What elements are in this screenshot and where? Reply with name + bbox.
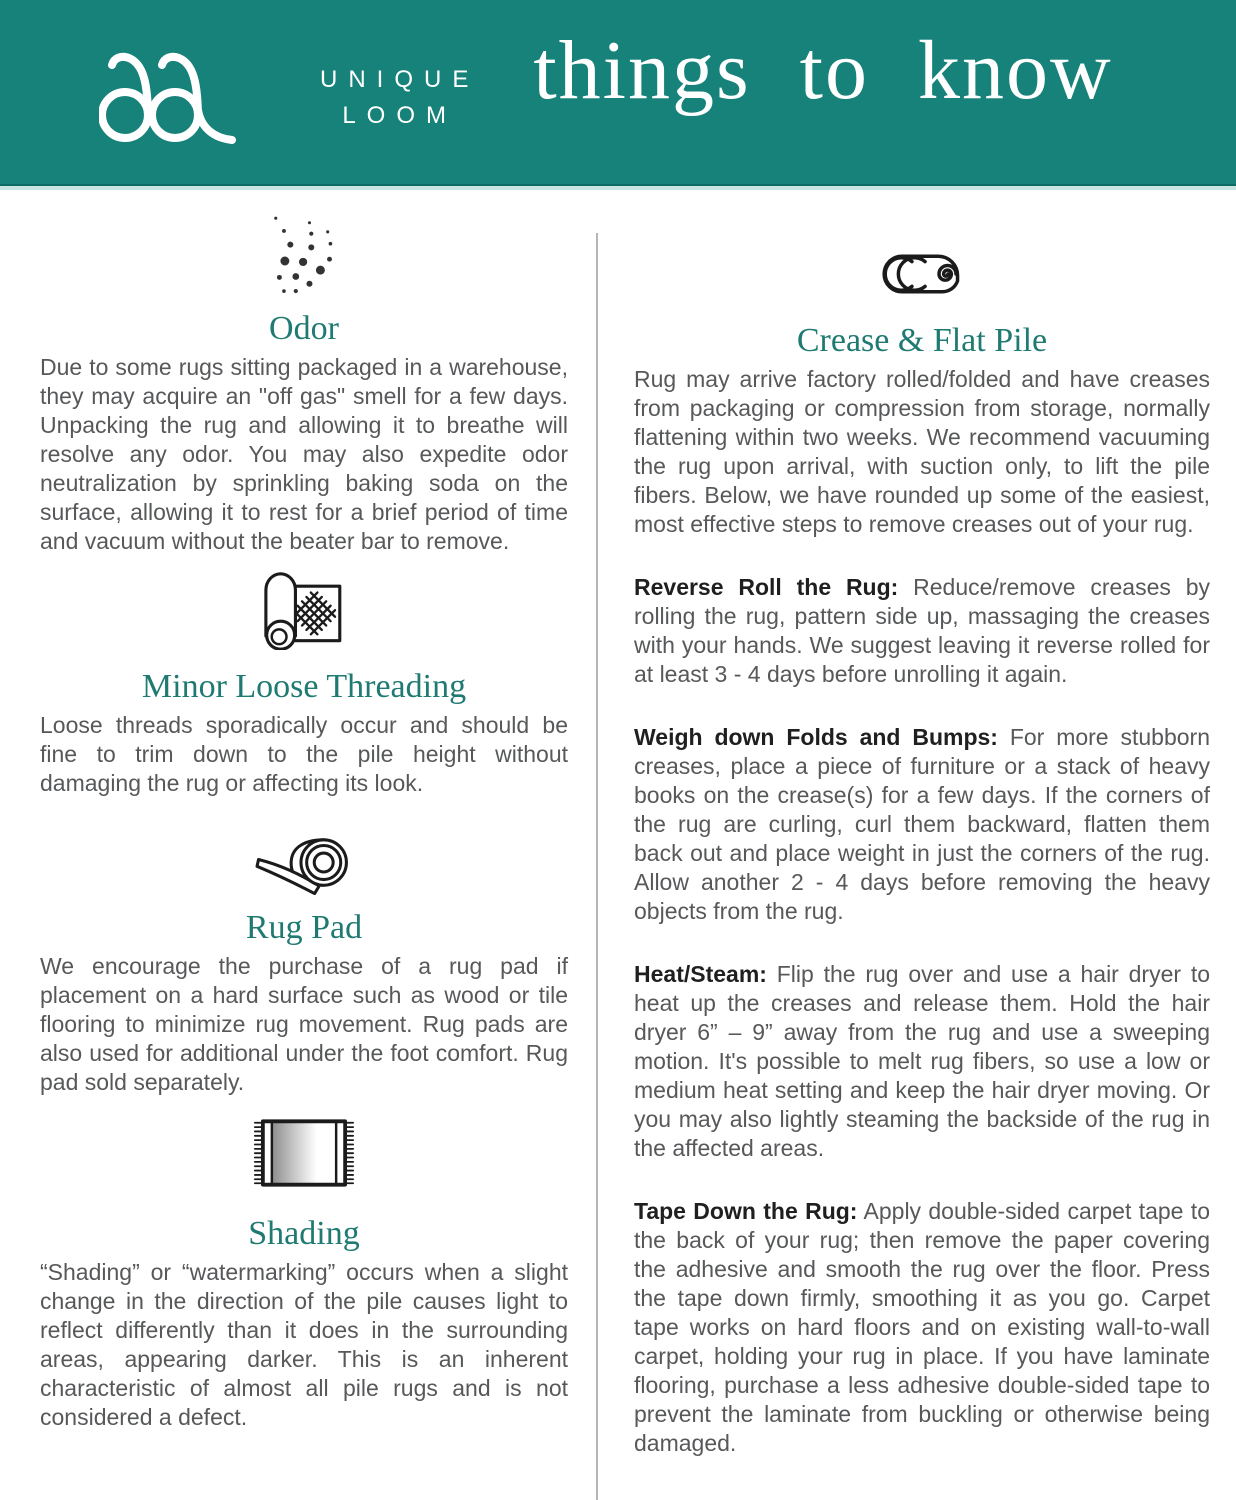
tip-reverse-roll-text: Reduce/remove creases by rolling the rug, pattern side up, massaging the creases with your hands. We suggest leaving it reverse rolled for at least 3 - 4 days before unrolling it again. bbox=[634, 574, 1211, 687]
section-minor-loose-threading bbox=[40, 566, 568, 798]
shaded-rug-fringe-icon bbox=[40, 1117, 568, 1189]
section-rug-pad bbox=[40, 820, 568, 1097]
section-title-rug-pad: Rug Pad bbox=[245, 909, 363, 946]
section-title-crease-flat-pile: Crease & Flat Pile bbox=[796, 322, 1048, 359]
tip-heat-steam-text: Flip the rug over and use a hair dryer to heat up the creases and release them. Hold the hair dryer 6” – 9” away from the rug and use a sweeping motion. It's possible to melt rug fibers, so use a low or medium heat setting and keep the hair dryer moving. Or you may also lightly steaming the backside of the rug in the affected areas. bbox=[634, 961, 1210, 1161]
brand-line-2: LOOM bbox=[342, 102, 458, 129]
content bbox=[0, 190, 1236, 1458]
tip-tape-down-label: Tape Down the Rug: bbox=[634, 1198, 858, 1224]
section-odor bbox=[40, 206, 568, 556]
section-shading bbox=[40, 1117, 568, 1432]
section-body-minor-loose-threading: Loose threads sporadically occur and should be fine to trim down to the pile height without damaging the rug or affecting its look. bbox=[40, 712, 568, 796]
brand-line-1: UNIQUE bbox=[320, 66, 480, 93]
section-body-odor: Due to some rugs sitting packaged in a warehouse, they may acquire an "off gas" smell for a few days. Unpacking the rug and allowing it to breathe will resolve any odor. You may also expedite odor neutralization by sprinkling baking soda on the surface, allowing it to rest for a brief period of time and vacuum without the beater bar to remove. bbox=[40, 354, 568, 554]
section-body-shading: “Shading” or “watermarking” occurs when a slight change in the direction of the pile causes light to reflect differently than it does in the surrounding areas, appearing darker. This is an inherent characteristic of almost all pile rugs and is not considered a defect. bbox=[40, 1259, 568, 1430]
section-body-rug-pad: We encourage the purchase of a rug pad if placement on a hard surface such as wood or tile flooring to minimize rug movement. Rug pads are also used for additional under the foot comfort. Rug pad sold separately. bbox=[40, 953, 568, 1095]
column-divider bbox=[596, 233, 598, 1500]
tip-weigh-down-text: For more stubborn creases, place a piece of furniture or a stack of heavy books on the crease(s) for a few days. If the corners of the rug are curling, curl them backward, flatten them back out and place weight in just the corners of the rug. Allow another 2 - 4 days before removing the heavy objects from the rug. bbox=[634, 724, 1210, 924]
tip-reverse-roll-label: Reverse Roll the Rug: bbox=[634, 574, 899, 600]
left-column bbox=[0, 190, 597, 1458]
tip-heat-steam-label: Heat/Steam: bbox=[634, 961, 767, 987]
tip-heat-steam bbox=[634, 960, 1210, 1163]
tip-tape-down bbox=[634, 1197, 1210, 1458]
tip-tape-down-text: Apply double-sided carpet tape to the back of your rug; then remove the paper covering the adhesive and smooth the rug over the floor. Press the tape down firmly, smoothing it as you go. Carpet tape works on hard floors and on existing wall-to-wall carpet, holding your rug in place. If you have laminate flooring, purchase a less adhesive double-sided tape to prevent the laminate from buckling or otherwise being damaged. bbox=[634, 1198, 1210, 1456]
tip-weigh-down bbox=[634, 723, 1210, 926]
tip-weigh-down-label: Weigh down Folds and Bumps: bbox=[634, 724, 998, 750]
header-banner bbox=[0, 0, 1236, 186]
section-title-minor-loose-threading: Minor Loose Threading bbox=[141, 668, 467, 705]
section-title-shading: Shading bbox=[248, 1215, 360, 1252]
section-title-odor: Odor bbox=[269, 310, 339, 347]
rug-pad-roll-icon bbox=[40, 820, 568, 899]
odor-dots-icon bbox=[40, 206, 568, 306]
section-crease-flat-pile bbox=[634, 250, 1210, 1458]
rolled-rug-side-spiral-icon bbox=[634, 250, 1210, 298]
brand-wordmark bbox=[320, 62, 479, 134]
tip-reverse-roll bbox=[634, 573, 1210, 689]
rolled-rug-crosshatch-icon bbox=[40, 566, 568, 650]
right-column bbox=[597, 190, 1236, 1458]
page-title: things to know bbox=[533, 24, 1113, 117]
unique-loom-dd-monogram-icon bbox=[99, 52, 241, 144]
section-intro-crease-flat-pile: Rug may arrive factory rolled/folded and have creases from packaging or compression from storage, normally flattening within two weeks. We recommend vacuuming the rug upon arrival, with suction only, to lift the pile fibers. Below, we have rounded up some of the easiest, most effective steps to remove creases out of your rug. bbox=[634, 366, 1210, 537]
